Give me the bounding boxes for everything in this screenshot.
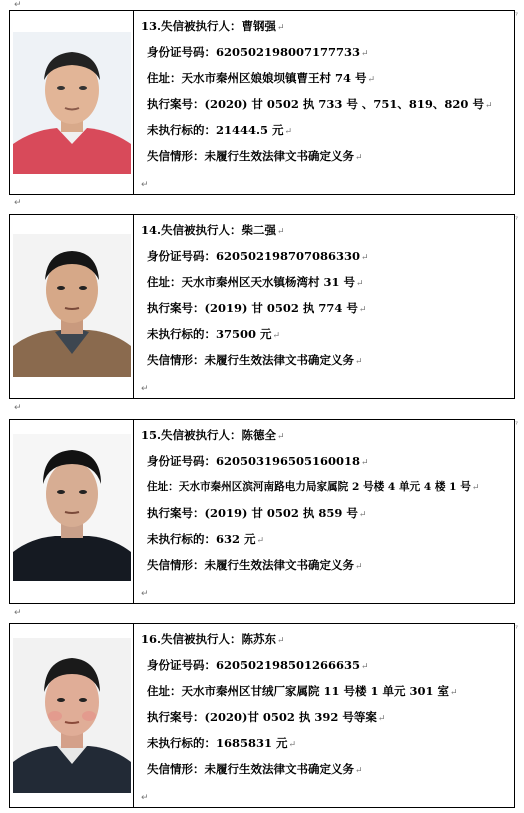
person-photo [13, 234, 131, 377]
row-end-mark: ˀ [515, 624, 518, 633]
row-end-mark: ˀ [515, 11, 518, 20]
unexecuted-amount-line: 未执行标的：21444.5 元↵ [147, 123, 293, 137]
person-photo [13, 434, 131, 581]
person-card-14 [9, 214, 518, 399]
address-line: 住址：天水市秦州区滨河南路电力局家属院 2 号楼 4 单元 4 楼 1 号↵ [147, 481, 480, 493]
id-number-line: 身份证号码：620503196505160018↵ [147, 454, 369, 468]
portrait-image [13, 434, 131, 581]
photo-cell [10, 11, 134, 194]
cell-end-mark: ↵ [141, 793, 149, 803]
person-info [141, 17, 508, 173]
person-card-13 [9, 10, 518, 195]
row-end-mark: ˀ [515, 420, 518, 429]
row-end-mark: ˀ [515, 215, 518, 224]
cell-end-mark: ↵ [141, 180, 149, 190]
paragraph-mark: ↵ [14, 0, 22, 10]
case-number-line: 执行案号：(2019) 甘 0502 执 859 号↵ [147, 506, 367, 520]
situation-line: 失信情形：未履行生效法律文书确定义务↵ [147, 558, 363, 572]
cell-end-mark: ↵ [141, 589, 149, 599]
photo-cell [10, 624, 134, 807]
case-number-line: 执行案号：(2019) 甘 0502 执 774 号↵ [147, 301, 367, 315]
person-info [141, 426, 508, 582]
person-photo [13, 32, 131, 174]
paragraph-mark: ↵ [14, 198, 22, 208]
unexecuted-amount-line: 未执行标的：632 元↵ [147, 532, 265, 546]
situation-line: 失信情形：未履行生效法律文书确定义务↵ [147, 762, 363, 776]
id-number-line: 身份证号码：620502198707086330↵ [147, 249, 369, 263]
case-number-line: 执行案号：(2020) 甘 0502 执 733 号 、751、819、820 号↵ [147, 97, 493, 111]
portrait-image [13, 32, 131, 174]
situation-line: 失信情形：未履行生效法律文书确定义务↵ [147, 149, 363, 163]
person-photo [13, 638, 131, 793]
person-info [141, 221, 508, 377]
person-title: 15.失信被执行人：陈德全↵ [141, 428, 285, 442]
portrait-image [13, 234, 131, 377]
person-title: 14.失信被执行人：柴二强↵ [141, 223, 285, 237]
photo-cell [10, 420, 134, 603]
situation-line: 失信情形：未履行生效法律文书确定义务↵ [147, 353, 363, 367]
address-line: 住址：天水市秦州区天水镇杨湾村 31 号↵ [147, 275, 364, 289]
cell-end-mark: ↵ [141, 384, 149, 394]
unexecuted-amount-line: 未执行标的：1685831 元↵ [147, 736, 297, 750]
id-number-line: 身份证号码：620502198501266635↵ [147, 658, 369, 672]
person-card-15 [9, 419, 518, 604]
paragraph-mark: ↵ [14, 403, 22, 413]
id-number-line: 身份证号码：620502198007177733↵ [147, 45, 369, 59]
address-line: 住址：天水市秦州区娘娘坝镇曹王村 74 号↵ [147, 71, 376, 85]
address-line: 住址：天水市秦州区甘绒厂家属院 11 号楼 1 单元 301 室↵ [147, 684, 458, 698]
portrait-image [13, 638, 131, 793]
paragraph-mark: ↵ [14, 608, 22, 618]
person-title: 16.失信被执行人：陈苏东↵ [141, 632, 285, 646]
photo-cell [10, 215, 134, 398]
case-number-line: 执行案号：(2020)甘 0502 执 392 号等案↵ [147, 710, 386, 724]
person-card-16 [9, 623, 518, 808]
unexecuted-amount-line: 未执行标的：37500 元↵ [147, 327, 281, 341]
person-info [141, 630, 508, 786]
person-title: 13.失信被执行人：曹钢强↵ [141, 19, 285, 33]
